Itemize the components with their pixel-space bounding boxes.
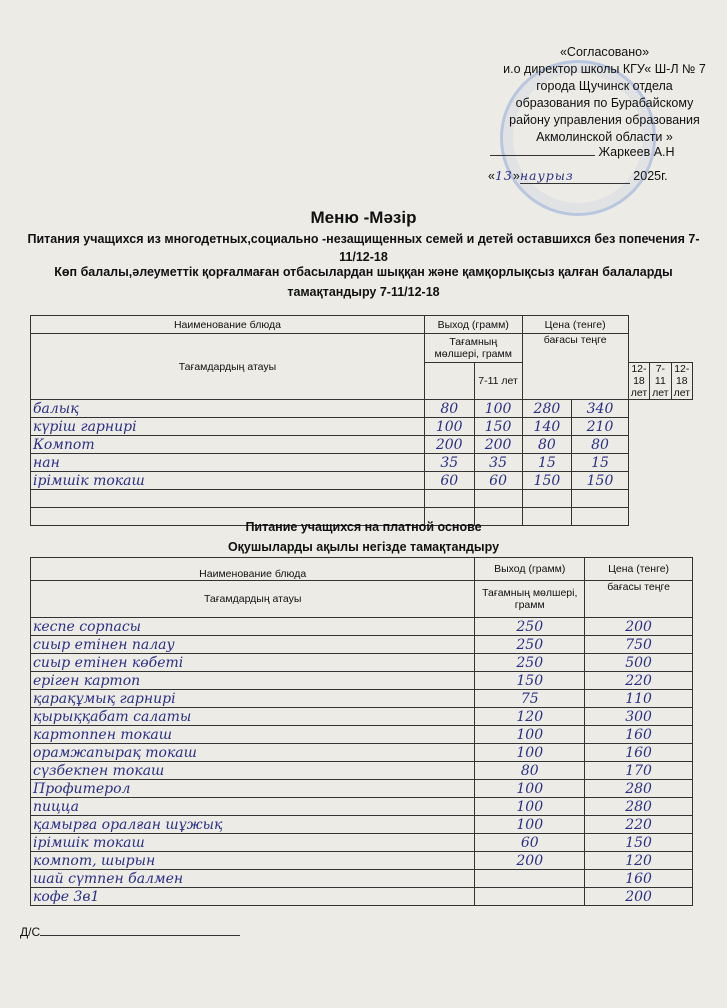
dish-name: күріш гарнирі xyxy=(31,418,425,436)
yield-12-18: 60 xyxy=(474,472,522,490)
age-7-11: 7-11 лет xyxy=(474,363,522,400)
yield xyxy=(475,870,585,888)
date-day: 13 xyxy=(494,168,513,183)
yield-7-11: 35 xyxy=(424,454,474,472)
menu-subtitle-ru: Питания учащихся из многодетных,социально -незащищенных семей и детей оставшихся без попечения 7-11/12-18 xyxy=(27,232,700,264)
header-name-kz: Тағамдардың атауы xyxy=(31,581,475,618)
table-row xyxy=(31,744,693,762)
table-row xyxy=(31,400,693,418)
price-7-11: 140 xyxy=(522,418,572,436)
yield: 100 xyxy=(475,726,585,744)
price-12-18: 15 xyxy=(572,454,628,472)
table-row xyxy=(31,834,693,852)
yield: 100 xyxy=(475,780,585,798)
table-row xyxy=(31,870,693,888)
dish-name: сиыр етінен палау xyxy=(31,636,475,654)
signature-blank xyxy=(490,155,595,156)
price-7-11 xyxy=(522,490,572,508)
price: 750 xyxy=(585,636,693,654)
dish-name: шай сүтпен балмен xyxy=(31,870,475,888)
price: 220 xyxy=(585,816,693,834)
footer-ds xyxy=(20,925,240,939)
dish-name xyxy=(31,490,425,508)
director-signature-line xyxy=(490,145,720,159)
table-row xyxy=(31,636,693,654)
header-name-kz: Тағамдардың атауы xyxy=(31,334,425,400)
table-row xyxy=(31,472,693,490)
yield-12-18 xyxy=(474,490,522,508)
header-name-ru: Наименование блюда xyxy=(31,558,475,581)
yield-7-11: 200 xyxy=(424,436,474,454)
header-price-kz: бағасы теңге xyxy=(522,334,628,400)
yield: 120 xyxy=(475,708,585,726)
approval-line: Акмолинской области » xyxy=(536,130,673,144)
dish-name: қамырға оралған шұжық xyxy=(31,816,475,834)
price: 160 xyxy=(585,744,693,762)
price: 170 xyxy=(585,762,693,780)
yield-12-18: 35 xyxy=(474,454,522,472)
table-row xyxy=(31,490,693,508)
director-name: Жаркеев А.Н xyxy=(598,145,675,159)
table-row xyxy=(31,672,693,690)
dish-name: қырыққабат салаты xyxy=(31,708,475,726)
menu-title: Меню -Мәзір xyxy=(310,208,417,227)
price: 160 xyxy=(585,870,693,888)
header-yield-kz: Тағамның мөлшері, грамм xyxy=(475,581,585,618)
dish-name: Профитерол xyxy=(31,780,475,798)
price-12-18: 150 xyxy=(572,472,628,490)
dish-name: балық xyxy=(31,400,425,418)
yield-12-18: 200 xyxy=(474,436,522,454)
price: 200 xyxy=(585,888,693,906)
price: 160 xyxy=(585,726,693,744)
price: 150 xyxy=(585,834,693,852)
yield: 100 xyxy=(475,744,585,762)
approval-line: «Согласовано» xyxy=(559,45,650,59)
ds-signature-line xyxy=(40,935,240,936)
paid-meals-table xyxy=(30,557,693,906)
price: 120 xyxy=(585,852,693,870)
yield-12-18: 100 xyxy=(474,400,522,418)
header-price-ru: Цена (тенге) xyxy=(522,316,628,334)
price: 110 xyxy=(585,690,693,708)
yield-7-11: 100 xyxy=(424,418,474,436)
table-row xyxy=(31,654,693,672)
date-year: 2025г. xyxy=(633,169,668,183)
yield: 60 xyxy=(475,834,585,852)
dish-name: қарақұмық гарнирі xyxy=(31,690,475,708)
table-row xyxy=(31,816,693,834)
price-7-11: 15 xyxy=(522,454,572,472)
price-7-11: 280 xyxy=(522,400,572,418)
header-name-ru: Наименование блюда xyxy=(31,316,425,334)
dish-name: еріген картоп xyxy=(31,672,475,690)
header-yield-kz: Тағамның мөлшері, грамм xyxy=(424,334,522,363)
yield-7-11: 80 xyxy=(424,400,474,418)
price: 280 xyxy=(585,780,693,798)
yield-12-18: 150 xyxy=(474,418,522,436)
header-price-ru: Цена (тенге) xyxy=(585,558,693,581)
dish-name: компот, шырын xyxy=(31,852,475,870)
dish-name: пицца xyxy=(31,798,475,816)
age-7-11: 7-11 лет xyxy=(650,363,671,400)
ds-label: Д/С xyxy=(20,925,41,939)
dish-name: Компот xyxy=(31,436,425,454)
yield: 250 xyxy=(475,618,585,636)
dish-name: кеспе сорпасы xyxy=(31,618,475,636)
yield-7-11: 60 xyxy=(424,472,474,490)
table-row xyxy=(31,418,693,436)
age-12-18: 12-18 лет xyxy=(671,363,692,400)
yield: 75 xyxy=(475,690,585,708)
header-price-kz: бағасы теңге xyxy=(585,581,693,618)
date-month: наурыз xyxy=(520,168,630,184)
dish-name: ірімшік токаш xyxy=(31,472,425,490)
yield: 150 xyxy=(475,672,585,690)
price-12-18: 80 xyxy=(572,436,628,454)
yield: 200 xyxy=(475,852,585,870)
price: 200 xyxy=(585,618,693,636)
approval-line: образования по Бурабайскому xyxy=(515,96,694,110)
yield-7-11 xyxy=(424,490,474,508)
approval-line: району управления образования xyxy=(509,113,700,127)
approval-line: и.о директор школы КГУ« Ш-Л № 7 xyxy=(503,62,706,76)
table-row xyxy=(31,852,693,870)
yield xyxy=(475,888,585,906)
price-7-11: 80 xyxy=(522,436,572,454)
table-row xyxy=(31,798,693,816)
yield: 250 xyxy=(475,636,585,654)
dish-name: сүзбекпен токаш xyxy=(31,762,475,780)
approval-block xyxy=(482,44,727,146)
price: 280 xyxy=(585,798,693,816)
yield: 80 xyxy=(475,762,585,780)
menu-subtitle-kz: Көп балалы,әлеуметтік қорғалмаған отбасылардан шыққан және қамқорлықсыз қалған балаларды тамақтандыру 7-11/12-18 xyxy=(54,265,673,299)
dish-name: орамжапырақ токаш xyxy=(31,744,475,762)
approval-line: города Щучинск отдела xyxy=(536,79,673,93)
approval-date: «13»наурыз 2025г. xyxy=(488,168,668,183)
yield: 100 xyxy=(475,798,585,816)
section2-title-kz: Оқушыларды ақылы негізде тамақтандыру xyxy=(227,540,500,554)
table-row xyxy=(31,618,693,636)
table-row xyxy=(31,888,693,906)
empty-cell xyxy=(424,363,474,400)
price: 300 xyxy=(585,708,693,726)
free-meals-table xyxy=(30,315,693,526)
age-12-18: 12-18 лет xyxy=(628,363,649,400)
table-row xyxy=(31,436,693,454)
price: 500 xyxy=(585,654,693,672)
table-row xyxy=(31,726,693,744)
header-yield-ru: Выход (грамм) xyxy=(475,558,585,581)
dish-name: нан xyxy=(31,454,425,472)
table-row xyxy=(31,708,693,726)
dish-name: кофе 3в1 xyxy=(31,888,475,906)
dish-name: ірімшік токаш xyxy=(31,834,475,852)
table-row xyxy=(31,454,693,472)
price-12-18: 340 xyxy=(572,400,628,418)
yield: 100 xyxy=(475,816,585,834)
section2-title-ru: Питание учащихся на платной основе xyxy=(245,520,482,534)
yield: 250 xyxy=(475,654,585,672)
price-12-18 xyxy=(572,490,628,508)
price-7-11: 150 xyxy=(522,472,572,490)
price: 220 xyxy=(585,672,693,690)
table-row xyxy=(31,762,693,780)
table-row xyxy=(31,690,693,708)
dish-name: картоппен токаш xyxy=(31,726,475,744)
dish-name: сиыр етінен көбеті xyxy=(31,654,475,672)
table-row xyxy=(31,780,693,798)
header-yield-ru: Выход (грамм) xyxy=(424,316,522,334)
price-12-18: 210 xyxy=(572,418,628,436)
